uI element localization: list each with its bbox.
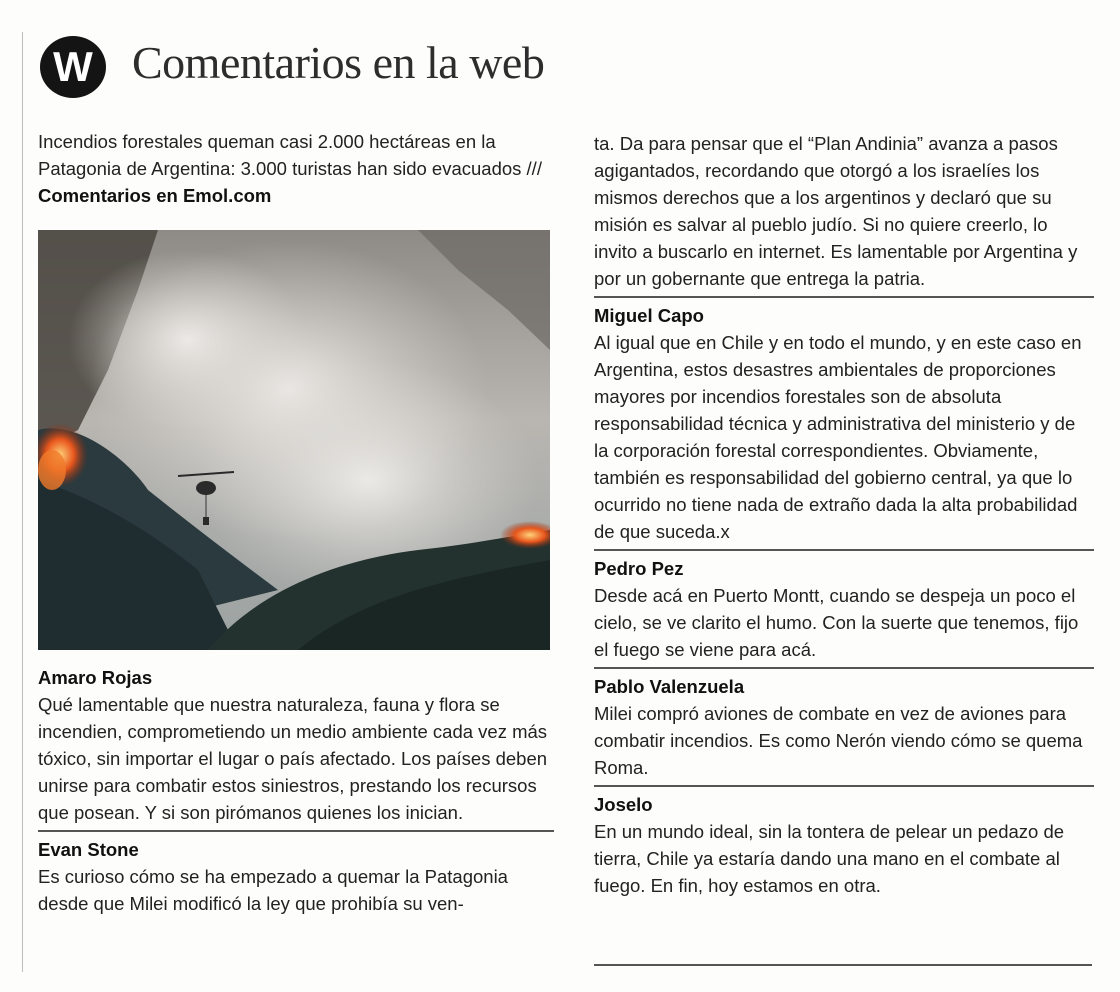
comment-author: Amaro Rojas [38, 667, 153, 688]
comment-text: Desde acá en Puerto Montt, cuando se despeja un poco el cielo, se ve clarito el humo. Con la suerte que tenemos, fijo el fuego se viene para acá. [594, 585, 1079, 660]
comment-text: Al igual que en Chile y en todo el mundo, y en este caso en Argentina, estos desastres ambientales de proporciones mayores por incendios forestales son de absoluta responsabilidad técnica y administrativa del ministerio y de la corporación forestal correspondientes. Obviamente, también es responsabilidad del gobierno central, ya que lo ocurrido no tiene nada de extraño dada la alta probabilidad de que suceda.x [594, 332, 1082, 542]
comment-joselo [594, 785, 1094, 903]
comment-author: Evan Stone [38, 839, 139, 860]
comment-text: En un mundo ideal, sin la tontera de pelear un pedazo de tierra, Chile ya estaría dando una mano en el combate al fuego. En fin, hoy estamos en otra. [594, 821, 1065, 896]
right-comments [594, 130, 1094, 903]
source-label: Comentarios en Emol.com [38, 185, 272, 206]
comment-author: Pablo Valenzuela [594, 676, 745, 697]
comment-miguel-capo [594, 296, 1094, 549]
comment-text: Milei compró aviones de combate en vez de aviones para combatir incendios. Es como Nerón viendo cómo se quema Roma. [594, 703, 1083, 778]
badge-letter: W [53, 43, 93, 90]
comment-text-continued: ta. Da para pensar que el “Plan Andinia” avanza a pasos agigantados, recordando que otorgó a los israelíes los mismos derechos que a los argentinos y declaró que su misión es salvar al pueblo judío. Si no quiere creerlo, lo invito a buscarlo en internet. Es lamentable por Argentina y por un gobernante que entrega la patria. [594, 133, 1078, 289]
comment-pedro-pez [594, 549, 1094, 667]
section-title: Comentarios en la web [132, 37, 545, 88]
left-column-rule [22, 32, 23, 972]
comment-author: Pedro Pez [594, 558, 684, 579]
forest-fire-image [38, 230, 550, 650]
comment-text: Es curioso cómo se ha empezado a quemar la Patagonia desde que Milei modificó la ley que prohibía su ven- [38, 866, 508, 914]
article-intro [38, 128, 558, 209]
comment-author: Miguel Capo [594, 305, 704, 326]
comment-text: Qué lamentable que nuestra naturaleza, fauna y flora se incendien, comprometiendo un medio ambiente cada vez más tóxico, sin importar el lugar o país afectado. Los países deben unirse para combatir estos siniestros, prestando los recursos que posean. Y si son pirómanos quienes los inician. [38, 694, 548, 823]
left-comments [38, 664, 554, 921]
web-badge-icon [40, 36, 106, 98]
fire-photo [38, 230, 550, 650]
comment-continuation [594, 130, 1094, 296]
bottom-rule [594, 964, 1092, 966]
comment-author: Joselo [594, 794, 653, 815]
article-headline: Incendios forestales queman casi 2.000 hectáreas en la Patagonia de Argentina: 3.000 turistas han sido evacuados /// [38, 131, 542, 179]
comment-amaro-rojas [38, 664, 554, 830]
comment-pablo-valenzuela [594, 667, 1094, 785]
comment-evan-stone [38, 830, 554, 921]
